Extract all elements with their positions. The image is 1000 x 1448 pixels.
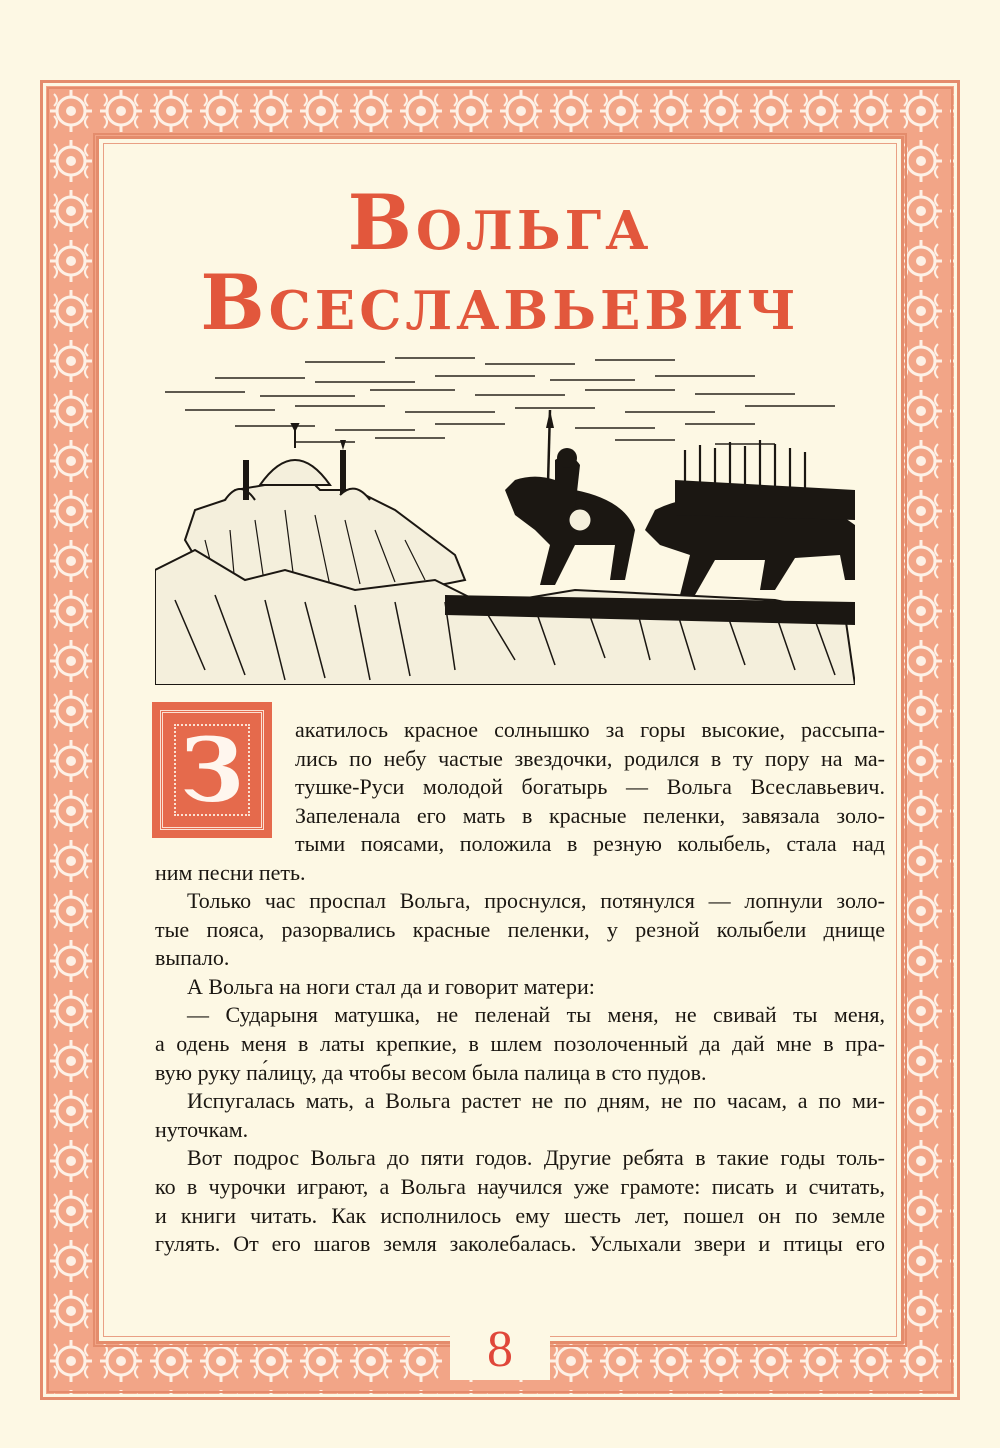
body-paragraphs bbox=[155, 887, 885, 1259]
text-line: Запеленала его мать в красные пеленки, завязала золо- bbox=[295, 802, 885, 828]
fortress bbox=[185, 424, 465, 590]
text-line: тые пояса, разорвались красные пеленки, у резной колыбели днище bbox=[155, 916, 885, 942]
text-line: вую руку па́лицу, да чтобы весом была палица в сто пудов. bbox=[155, 1059, 707, 1085]
page-number: 8 bbox=[450, 1320, 550, 1380]
paragraph bbox=[155, 1087, 885, 1144]
first-paragraph-continuation bbox=[155, 859, 885, 888]
paragraph bbox=[155, 1144, 885, 1258]
first-paragraph bbox=[295, 716, 885, 859]
text-line: — Сударыня матушка, не пеленай ты меня, не свивай ты меня, bbox=[187, 1002, 885, 1028]
text-line: нуточкам. bbox=[155, 1116, 249, 1142]
drop-cap-letter: З bbox=[180, 718, 244, 822]
text-line: Только час проспал Вольга, проснулся, потянулся — лопнули золо- bbox=[187, 888, 885, 913]
paragraph bbox=[155, 887, 885, 973]
illustration-horsemen-fortress bbox=[155, 340, 855, 685]
text-line: тушке-Руси молодой богатырь — Вольга Всеславьевич. bbox=[295, 774, 885, 800]
chapter-title-line-1: Вольга bbox=[347, 178, 653, 267]
text-line: А Вольга на ноги стал да и говорит матери: bbox=[187, 973, 595, 999]
text-line: ко в чурочки играют, а Вольга научился уже грамоте: писать и считать, bbox=[155, 1173, 885, 1199]
text-line: гулять. От его шагов земля заколебалась. Услыхали звери и птицы его bbox=[155, 1231, 885, 1257]
text-line: лись по небу частые звездочки, родился в ту пору на ма- bbox=[295, 745, 885, 771]
paragraph bbox=[155, 1001, 885, 1087]
army-horsemen bbox=[645, 440, 855, 595]
text-line: ним песни петь. bbox=[155, 860, 306, 885]
text-line: и книги читать. Как исполнилось ему шесть лет, пошел он по земле bbox=[155, 1202, 885, 1228]
text-line: выпало. bbox=[155, 945, 230, 971]
text-line: акатилось красное солнышко за горы высокие, рассыпа- bbox=[295, 717, 885, 742]
text-line: Испугалась мать, а Вольга растет не по дням, не по часам, а по ми- bbox=[187, 1088, 885, 1114]
text-line: тыми поясами, положила в резную колыбель, стала над bbox=[295, 831, 885, 857]
text-line: а одень меня в латы крепкие, в шлем позолоченный да дай мне в пра- bbox=[155, 1030, 885, 1056]
text-line: Вот подрос Вольга до пяти годов. Другие ребята в такие годы толь- bbox=[187, 1145, 885, 1171]
drop-cap bbox=[152, 702, 272, 838]
sky-hatching bbox=[165, 358, 835, 444]
chapter-title-line-2: Всеславьевич bbox=[200, 258, 800, 347]
paragraph bbox=[155, 973, 885, 1002]
lead-horseman bbox=[505, 410, 635, 585]
